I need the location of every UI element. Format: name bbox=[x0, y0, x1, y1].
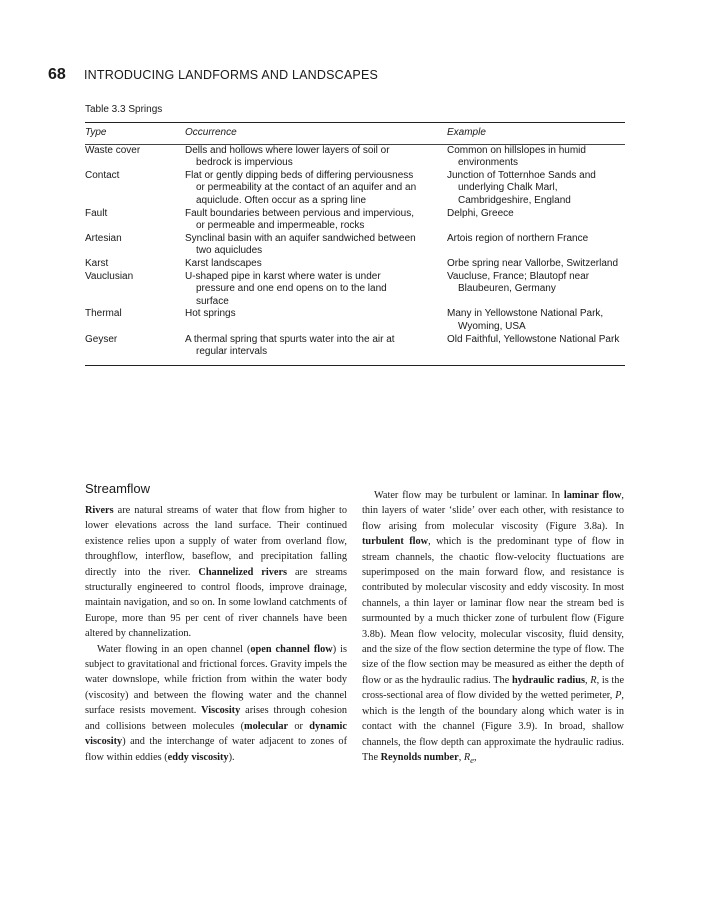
math-symbol: R bbox=[590, 674, 597, 686]
body-column-left bbox=[85, 503, 347, 765]
column-header-type: Type bbox=[85, 127, 107, 138]
math-symbol: R bbox=[463, 751, 471, 763]
spring-occurrence: Dells and hollows where lower layers of soil or bedrock is impervious bbox=[185, 144, 390, 169]
table-row bbox=[85, 208, 625, 233]
table-row bbox=[85, 308, 625, 333]
paragraph: Rivers are natural streams of water that flow from higher to lower elevations across the land surface. Their continued existence relies upon a supply of water from overland flow, throughflow, interflow, baseflow, and precipitation falling directly into the river. Channelized rivers are streams structurally engineered to control floods, improve drainage, maintain navigation, and so on. In some lowland catchments of Europe, more than 95 per cent of river channels have been altered by channelization. bbox=[85, 505, 347, 640]
column-header-example: Example bbox=[447, 127, 486, 138]
spring-type: Geyser bbox=[85, 333, 118, 345]
spring-example: Junction of Totternhoe Sands and underlying Chalk Marl, Cambridgeshire, England bbox=[447, 169, 596, 206]
key-term: laminar flow bbox=[563, 490, 622, 501]
spring-type: Fault bbox=[85, 207, 108, 219]
spring-example: Orbe spring near Vallorbe, Switzerland bbox=[447, 257, 619, 269]
spring-example: Vaucluse, France; Blautopf near Blaubeuren, Germany bbox=[447, 270, 590, 295]
table-row bbox=[85, 170, 625, 208]
springs-table bbox=[85, 122, 625, 366]
table-row bbox=[85, 233, 625, 258]
spring-occurrence: Hot springs bbox=[185, 308, 236, 320]
key-term: dynamic viscosity bbox=[85, 720, 347, 748]
body-column-right bbox=[362, 488, 624, 768]
spring-example: Old Faithful, Yellowstone National Park bbox=[447, 333, 620, 345]
table-row bbox=[85, 258, 625, 271]
spring-example: Delphi, Greece bbox=[447, 207, 514, 219]
spring-example: Common on hillslopes in humid environments bbox=[447, 144, 586, 169]
table-row bbox=[85, 334, 625, 365]
paragraph: Water flowing in an open channel (open channel flow) is subject to gravitational and frictional forces. Gravity impels the water downslope, while friction from within the water body (viscosity) and between the flowing water and the channel surface resists movement. Viscosity arises through cohesion and collisions between molecules (molecular or dynamic viscosity) and the interchange of water adjacent to zones of flow within eddies (eddy viscosity). bbox=[85, 643, 347, 763]
spring-type: Thermal bbox=[85, 308, 122, 320]
paragraph: Water flow may be turbulent or laminar. In laminar flow, thin layers of water ‘slide’ over each other, with resistance to flow arising from molecular viscosity (Figure 3.8a). In turbulent flow, which is the predominant type of flow in stream channels, the chaotic flow-velocity fluctuations are superimposed on the main forward flow, and resistance is contributed by molecular viscosity and eddy viscosity. In most channels, a thin layer or laminar flow near the stream bed is surmounted by a much thicker zone of turbulent flow (Figure 3.8b). Mean flow velocity, molecular viscosity, fluid density, and the size of the flow section determine the type of flow. The size of the flow section may be measured as either the depth of flow or as the hydraulic radius. The hydraulic radius, R, is the cross-sectional area of flow divided by the wetted perimeter, P, which is the length of the boundary along which water is in contact with the channel (Figure 3.9). In broad, shallow channels, the flow depth can approximate the hydraulic radius. The Reynolds number, $R_e$, bbox=[362, 490, 625, 765]
table-header-row bbox=[85, 123, 625, 144]
spring-example: Many in Yellowstone National Park, Wyoming, USA bbox=[447, 308, 604, 332]
running-head-title: INTRODUCING LANDFORMS AND LANDSCAPES bbox=[84, 68, 379, 82]
key-term: eddy viscosity bbox=[167, 751, 229, 763]
key-term: Rivers bbox=[85, 505, 114, 516]
table-row bbox=[85, 271, 625, 309]
spring-occurrence: A thermal spring that spurts water into the air at regular intervals bbox=[185, 333, 395, 358]
spring-example: Artois region of northern France bbox=[447, 232, 589, 244]
spring-type: Waste cover bbox=[85, 144, 141, 156]
key-term: turbulent flow bbox=[362, 536, 429, 548]
key-term: Reynolds number bbox=[380, 751, 459, 763]
spring-type: Artesian bbox=[85, 232, 122, 244]
table-caption: Table 3.3 Springs bbox=[85, 104, 163, 115]
table-row bbox=[85, 145, 625, 170]
key-term: Viscosity bbox=[201, 705, 241, 717]
spring-occurrence: Karst landscapes bbox=[185, 257, 262, 269]
spring-occurrence: U-shaped pipe in karst where water is under pressure and one end opens on to the land surface bbox=[185, 270, 387, 307]
page-number: 68 bbox=[48, 66, 66, 83]
math-subscript: e bbox=[470, 754, 474, 765]
key-term: open channel flow bbox=[250, 643, 333, 655]
key-term: Channelized rivers bbox=[198, 566, 288, 578]
running-head bbox=[48, 66, 628, 84]
spring-type: Vauclusian bbox=[85, 270, 134, 282]
spring-type: Karst bbox=[85, 257, 109, 269]
table-bottom-rule bbox=[85, 365, 625, 366]
key-term: molecular bbox=[244, 720, 289, 732]
key-term: hydraulic radius bbox=[511, 674, 586, 686]
math-symbol: P bbox=[615, 690, 622, 702]
spring-occurrence: Flat or gently dipping beds of differing perviousness or permeability at the contact of an aquifer and an aquiclude. Often occur as a spring line bbox=[185, 169, 417, 206]
spring-occurrence: Fault boundaries between pervious and impervious, or permeable and impermeable, rocks bbox=[185, 207, 415, 232]
spring-type: Contact bbox=[85, 169, 120, 181]
spring-occurrence: Synclinal basin with an aquifer sandwiched between two aquicludes bbox=[185, 232, 416, 257]
section-heading: Streamflow bbox=[85, 481, 151, 496]
column-header-occurrence: Occurrence bbox=[185, 127, 237, 138]
